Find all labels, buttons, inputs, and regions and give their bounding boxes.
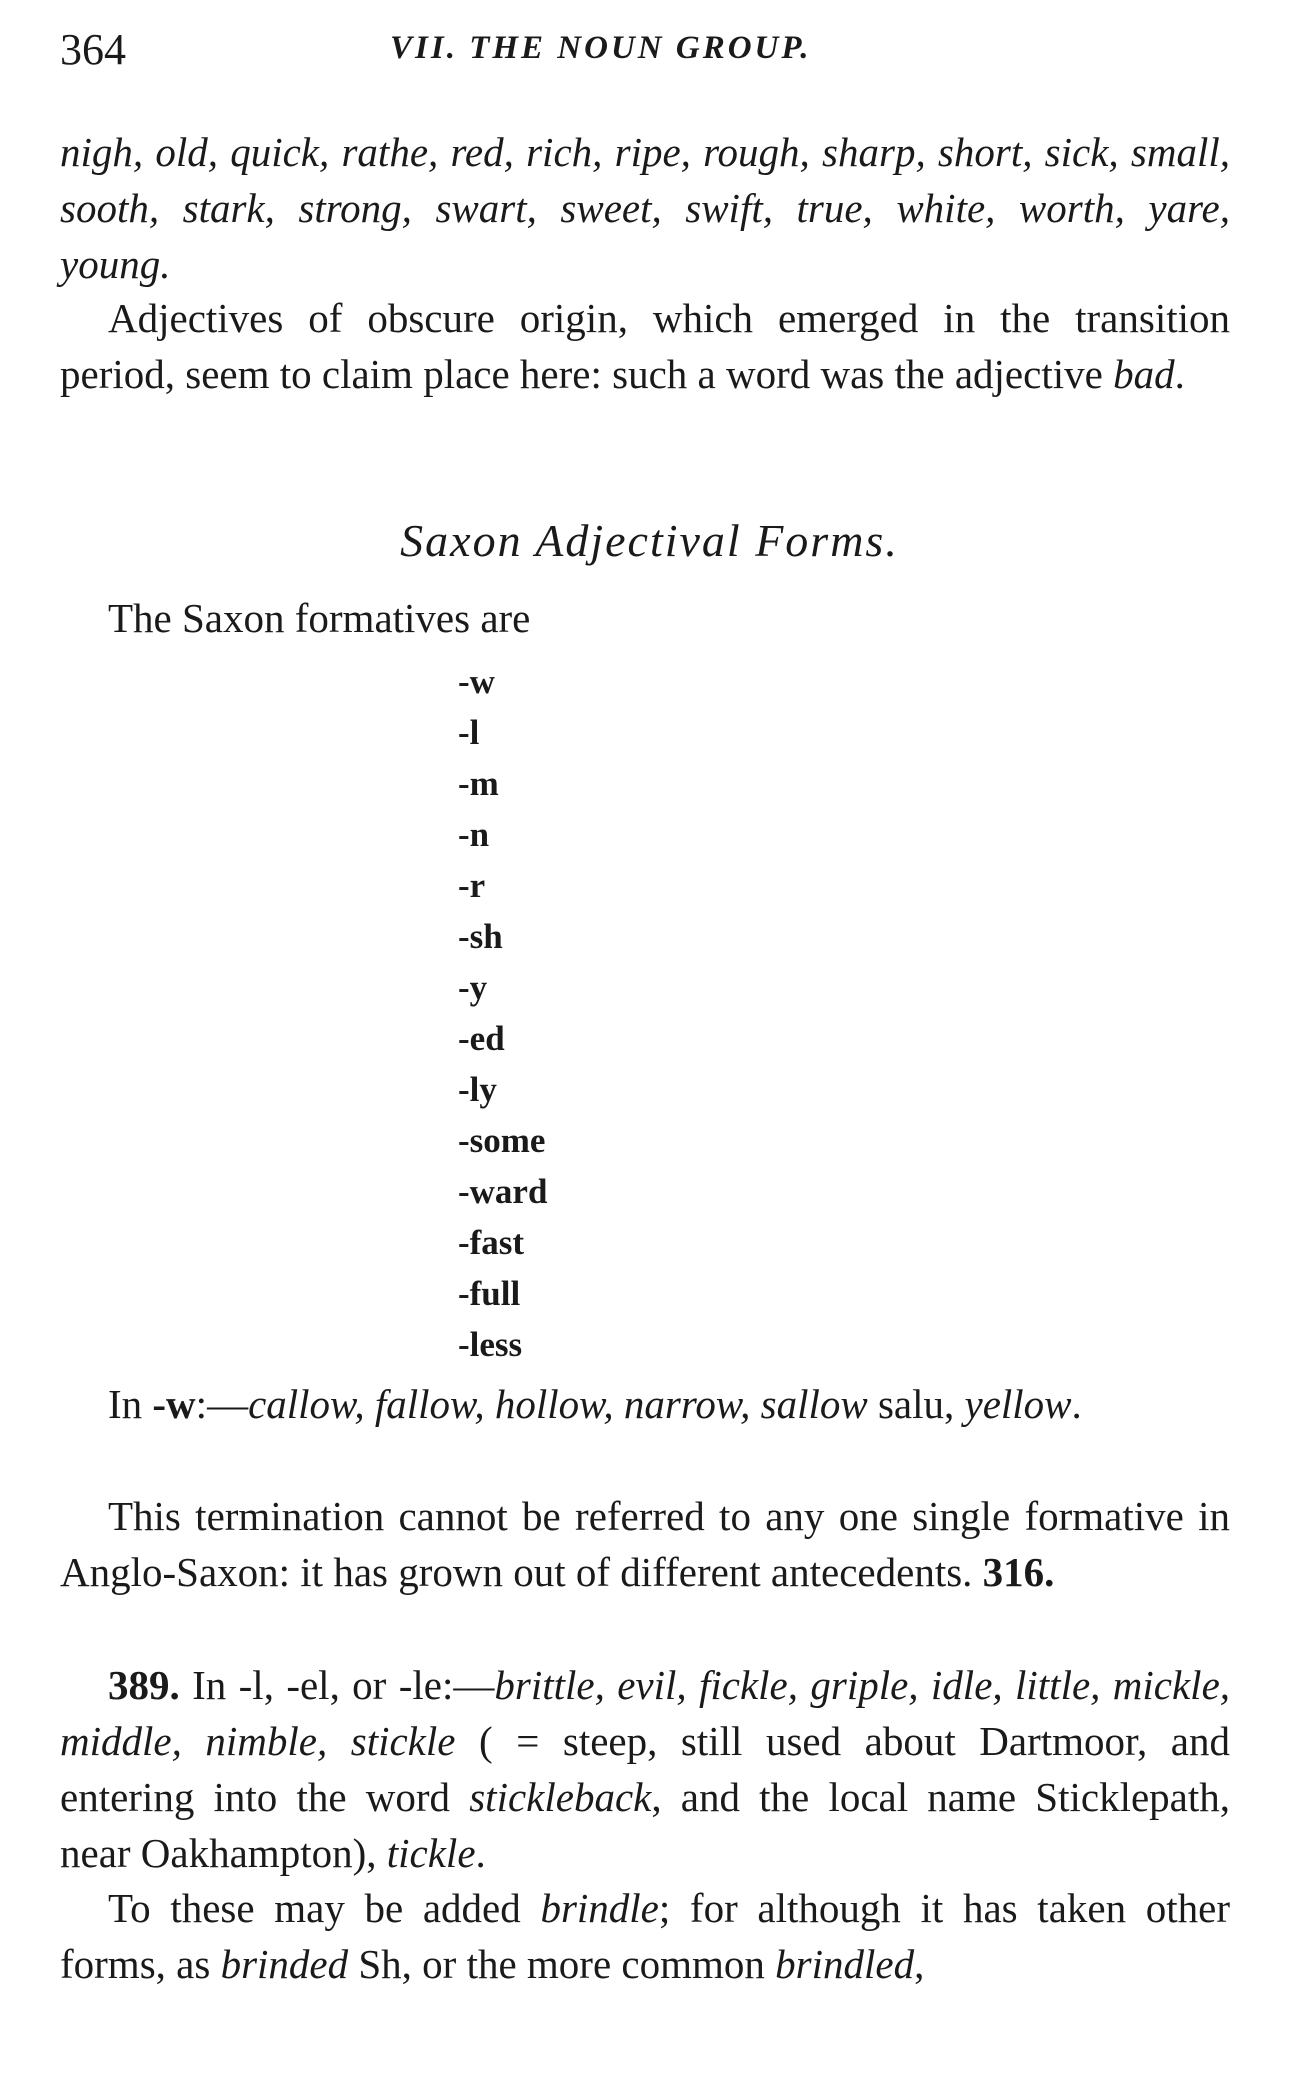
p389-c1: , xyxy=(263,1662,287,1708)
word-list-text: nigh, old, quick, rathe, red, rich, ripe, rough, sharp, short, sick, small, sooth, stark, strong, swart, sweet, swift, true, white, worth, yare, young. xyxy=(60,129,1230,287)
paragraph-termination xyxy=(60,1488,1230,1600)
formative-item: -ed xyxy=(458,1019,505,1058)
page-number: 364 xyxy=(60,25,126,74)
formative-item: -sh xyxy=(458,917,503,956)
brindle-italic-2: brinded xyxy=(220,1941,349,1987)
p389-end: . xyxy=(475,1830,486,1876)
paragraph-brindle xyxy=(60,1880,1230,1992)
w-plain: salu, xyxy=(867,1381,965,1427)
termination-text: This termination cannot be referred to any one single formative in Anglo-Saxon: it has grown out of different antecedents. xyxy=(60,1493,1230,1595)
formatives-list xyxy=(458,656,547,1370)
running-head: VII. THE NOUN GROUP. xyxy=(390,30,812,66)
w-sep: :— xyxy=(195,1381,249,1427)
w-words-1: callow, fallow, hollow, narrow, sallow xyxy=(248,1381,868,1427)
brindle-end: , xyxy=(914,1941,925,1987)
p389-s1: -l xyxy=(238,1662,264,1708)
formative-item: -w xyxy=(458,662,495,701)
w-suffix: -w xyxy=(152,1381,196,1427)
p389-italic-tickle: tickle xyxy=(386,1830,476,1876)
p389-text-2: , and the local name Sticklepath, near Oakhampton), xyxy=(60,1774,1230,1876)
formatives-intro: The Saxon formatives are xyxy=(108,595,531,641)
w-end: . xyxy=(1071,1381,1082,1427)
paragraph-389 xyxy=(60,1657,1230,1881)
w-lead: In xyxy=(108,1381,153,1427)
brindle-text-2: ; for although it has taken other forms, as xyxy=(60,1885,1230,1987)
formative-item: -n xyxy=(458,815,490,854)
brindle-text-1: To these may be added xyxy=(108,1885,541,1931)
obscure-italic-bad: bad xyxy=(1113,351,1175,397)
p389-sep: :— xyxy=(441,1662,495,1708)
paragraph-obscure-origin xyxy=(60,290,1230,402)
brindle-italic-3: brindled xyxy=(775,1941,915,1987)
brindle-text-3: Sh, or the more common xyxy=(348,1941,776,1987)
formative-item: -m xyxy=(458,764,499,803)
formative-item: -full xyxy=(458,1274,521,1313)
section-number-389: 389. xyxy=(108,1662,180,1708)
p389-text-1: ( = steep, still used about Dartmoor, and entering into the word xyxy=(60,1718,1231,1820)
p389-lead: In xyxy=(179,1662,239,1708)
p389-c2: , or xyxy=(329,1662,399,1708)
page-header xyxy=(60,24,1219,84)
formative-item: -less xyxy=(458,1325,523,1364)
formative-item: -fast xyxy=(458,1223,525,1262)
p389-s3: -le xyxy=(398,1662,442,1708)
termination-ref: 316. xyxy=(982,1549,1055,1595)
p389-italic-stickleback: stickleback xyxy=(469,1774,652,1820)
obscure-text-2: . xyxy=(1174,351,1185,397)
formative-item: -ward xyxy=(458,1172,548,1211)
paragraph-word-list xyxy=(60,124,1230,292)
section-title: Saxon Adjectival Forms. xyxy=(400,515,899,566)
p389-s2: -el xyxy=(286,1662,330,1708)
brindle-italic-1: brindle xyxy=(540,1885,659,1931)
formative-item: -l xyxy=(458,713,480,752)
formative-item: -r xyxy=(458,866,486,905)
obscure-text-1: Adjectives of obscure origin, which emerged in the transition period, seem to claim place here: such a word was the adjective xyxy=(60,295,1230,397)
formative-item: -y xyxy=(458,968,488,1007)
formative-item: -ly xyxy=(458,1070,497,1109)
p389-words: brittle, evil, fickle, griple, idle, little, mickle, middle, nimble, stickle xyxy=(60,1662,1231,1764)
paragraph-w-formative xyxy=(60,1376,1230,1432)
formative-item: -some xyxy=(458,1121,546,1160)
w-words-2: yellow xyxy=(964,1381,1072,1427)
